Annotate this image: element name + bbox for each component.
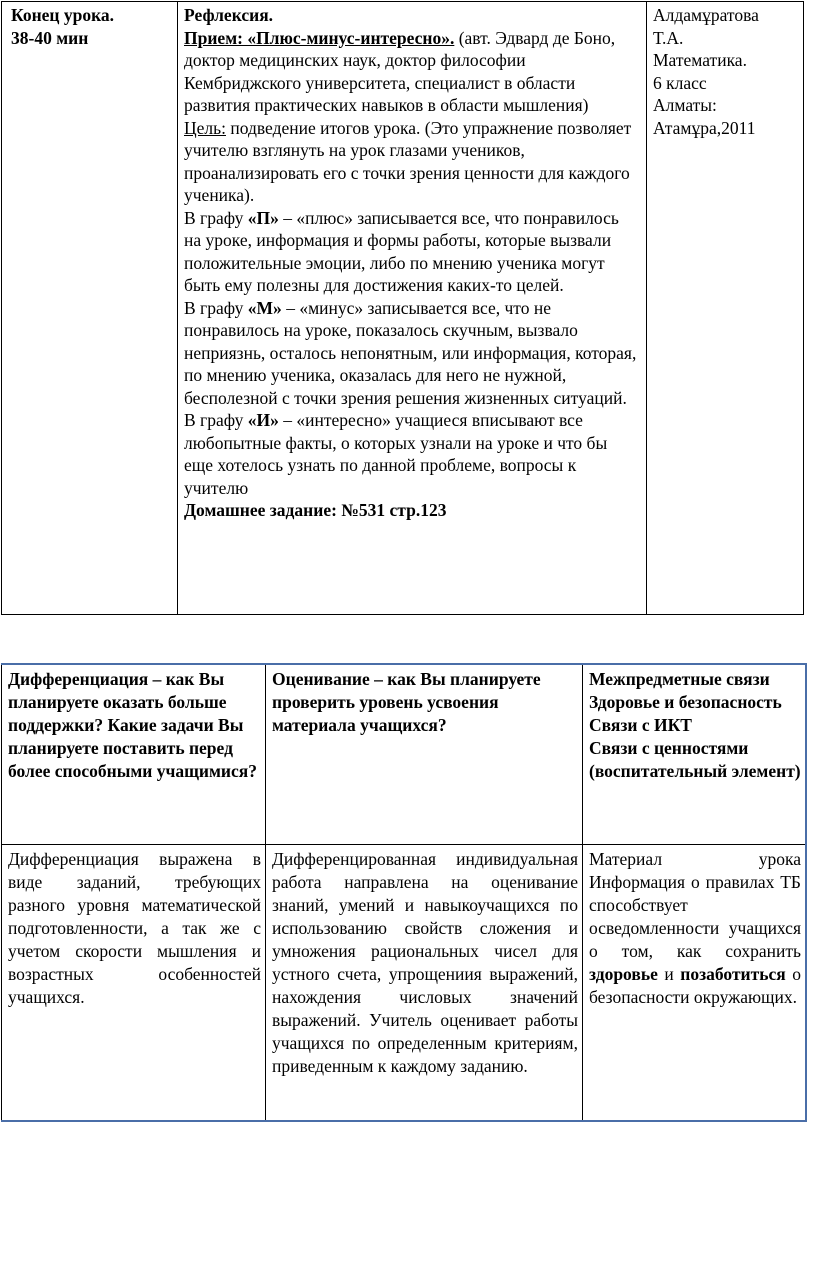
- cross-curricular-title: Межпредметные связи: [589, 669, 770, 689]
- author-initials: Т.А.: [653, 27, 684, 48]
- cross-curricular-header: [583, 664, 807, 845]
- reflection-heading: Рефлексия.: [184, 5, 274, 25]
- reflection-cell: [178, 2, 647, 615]
- author-line: Алдамұратова: [653, 5, 759, 25]
- goal-label: Цель:: [184, 117, 226, 138]
- planning-table: [1, 663, 807, 1122]
- safety-text: [589, 872, 801, 1007]
- interesting-paragraph: [184, 410, 607, 498]
- plus-text: – «плюс» записывается все, что понравилось на уроке, информация и формы работы, которые вызвали положительные эмоции, либо по мнению ученика могут быть ему полезны для достижения каких-то целей.: [184, 207, 619, 295]
- publisher-line: Атамұра,2011: [653, 117, 756, 138]
- city-line: Алматы:: [653, 95, 717, 115]
- interesting-prefix: В графу: [184, 410, 248, 430]
- differentiation-header: Дифференциация – как Вы планируете оказать больше поддержки? Какие задачи Вы планируете поставить перед более способными учащимися?: [2, 664, 266, 845]
- plus-paragraph: [184, 208, 619, 296]
- lesson-end-table: [1, 1, 804, 615]
- health-word: здоровье: [589, 964, 658, 984]
- interesting-text: – «интересно» учащиеся вписывают все любопытные факты, о которых узнали на уроке и что бы еще хотелось узнать по данной проблеме, вопросы к учителю: [184, 410, 608, 498]
- safety-text-b: и: [657, 964, 681, 984]
- material-line: Материал урока: [589, 849, 801, 869]
- minus-prefix: В графу: [184, 297, 248, 318]
- plus-key: «П»: [247, 207, 279, 228]
- minus-paragraph: [184, 298, 636, 408]
- technique-author: (авт. Эдвард де Боно, доктор медицинских наук, доктор философии Кембриджского университета, специалист в области развития практических навыков в области мышления): [184, 27, 616, 115]
- assessment-cell: Дифференцированная индивидуальная работа направлена на оценивание знаний, умений и навыкоучащихся по использованию свойств сложения и умножения рациональных чисел для устного счета, упрощениия выражений, нахождения числовых значений выражений. Учитель оценивает работы учащихся по определенным критериям, приведенным к каждому заданию.: [266, 845, 583, 1122]
- interesting-key: «И»: [247, 410, 279, 430]
- stage-time: 38-40 мин: [11, 27, 89, 48]
- homework: Домашнее задание: №531 стр.123: [184, 500, 447, 520]
- safety-text-c: о безопасности окружающих.: [589, 964, 802, 1007]
- subject-line: Математика.: [653, 50, 747, 70]
- technique-label: Прием: «Плюс-минус-интересно».: [184, 27, 455, 48]
- values-title: Связи с ценностями (воспитательный элемент): [589, 738, 801, 781]
- stage-title: Конец урока.: [11, 5, 115, 25]
- resources-cell: [647, 2, 804, 615]
- lesson-stage-cell: [2, 2, 178, 615]
- grade-line: 6 класс: [653, 72, 707, 93]
- assessment-header: Оценивание – как Вы планируете проверить уровень усвоения материала учащихся?: [266, 664, 583, 845]
- care-word: позаботиться: [680, 964, 786, 984]
- minus-text: – «минус» записывается все, что не понравилось на уроке, показалось скучным, вызвало неприязнь, осталось непонятным, или информация, которая, по мнению ученика, оказалась для него не нужной, бесполезной с точки зрения решения жизненных ситуаций.: [184, 297, 637, 408]
- health-safety-title: Здоровье и безопасность: [589, 692, 782, 712]
- cross-curricular-cell: [583, 845, 807, 1122]
- minus-key: «М»: [247, 297, 282, 318]
- ict-title: Связи с ИКТ: [589, 715, 692, 735]
- plus-prefix: В графу: [184, 207, 248, 228]
- differentiation-cell: Дифференциация выражена в виде заданий, требующих разного уровня математической подготовленности, а так же с учетом скорости мышления и возрастных особенностей учащихся.: [2, 845, 266, 1122]
- technique-paragraph: [184, 28, 615, 116]
- safety-text-a: Информация о правилах ТБ способствует осведомленности учащихся о том, как сохранить: [589, 872, 801, 961]
- goal-paragraph: [184, 118, 631, 206]
- goal-text: подведение итогов урока. (Это упражнение позволяет учителю взглянуть на урок глазами учеников, проанализировать его с точки зрения ценности для каждого ученика).: [184, 117, 632, 205]
